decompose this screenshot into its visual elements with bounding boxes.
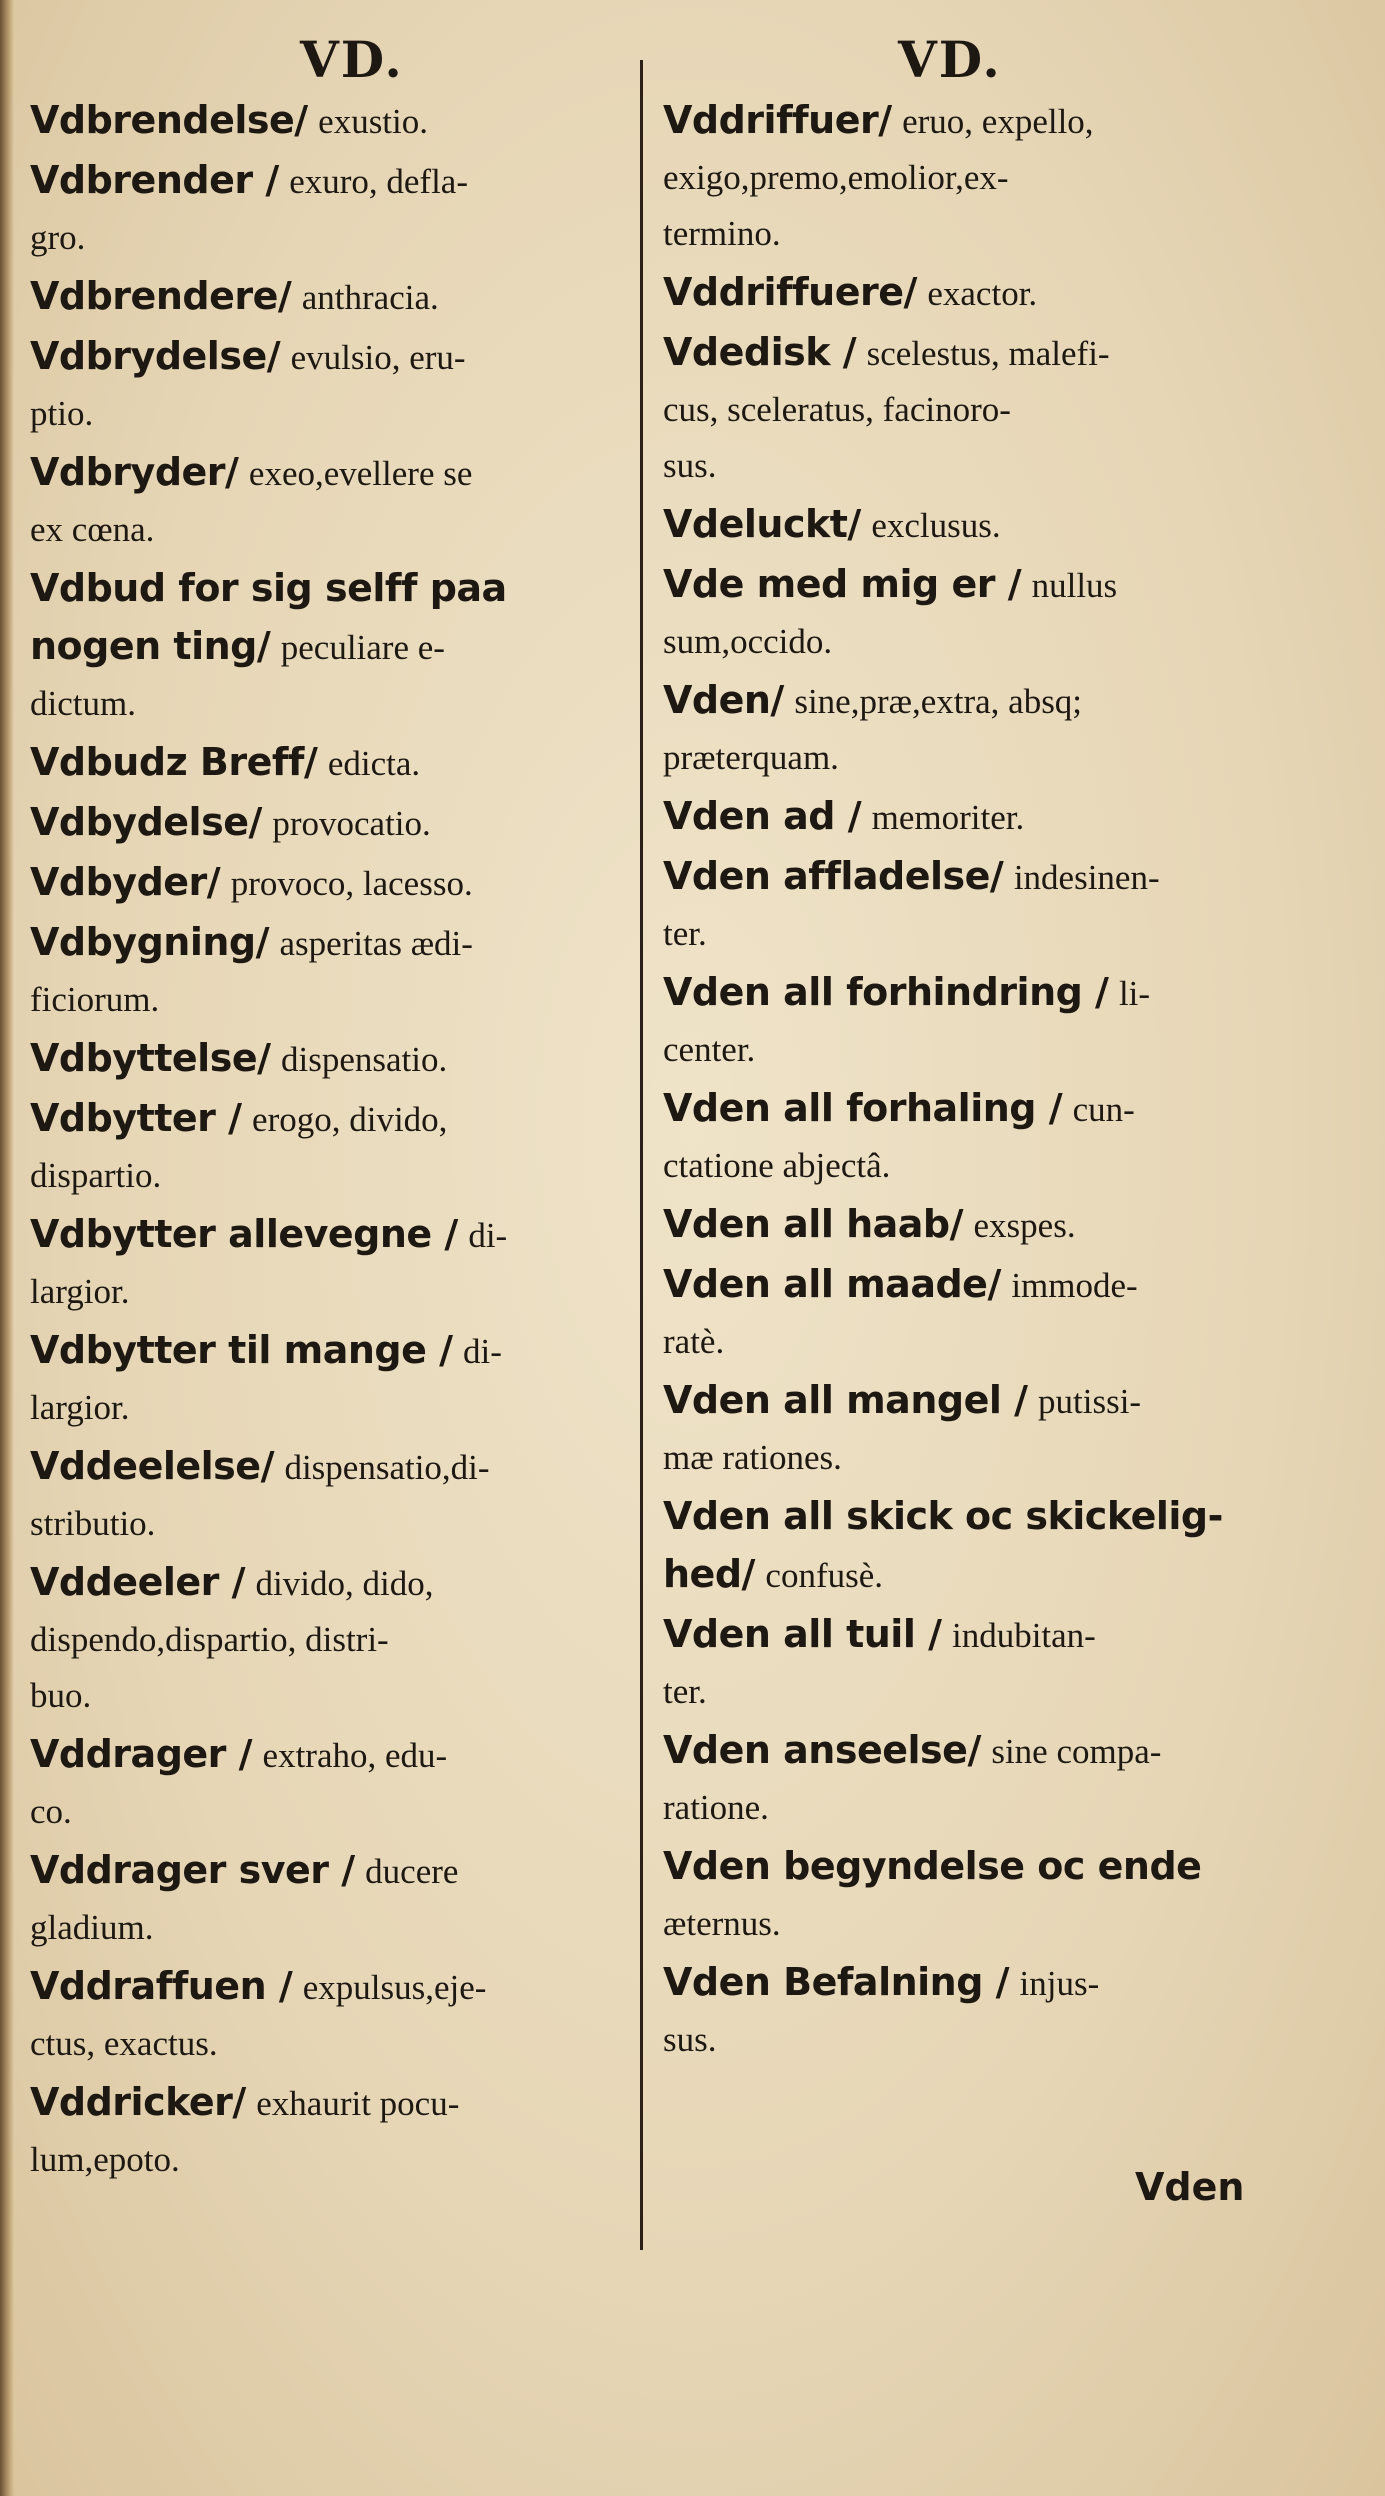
entry-gloss: injus- sus. — [663, 1964, 1100, 2059]
entry-gloss: confusè. — [765, 1556, 884, 1595]
entry-gloss: exspes. — [973, 1206, 1076, 1245]
dictionary-entry — [663, 1080, 1263, 1194]
page-gutter — [0, 0, 14, 2496]
right-entry-list — [663, 92, 1263, 2068]
dictionary-entry — [663, 92, 1263, 262]
entry-gloss: exuro, defla- gro. — [30, 162, 468, 257]
dictionary-entry — [663, 1256, 1263, 1370]
column-rule — [640, 60, 643, 2250]
entry-headword: Vddricker/ — [30, 2080, 246, 2124]
entry-gloss: li- center. — [663, 974, 1151, 1069]
entry-gloss: exeo,evellere se ex cœna. — [30, 454, 473, 549]
entry-gloss: indesinen- ter. — [663, 858, 1160, 953]
dictionary-entry — [30, 1842, 630, 1956]
entry-headword: Vden begyndelse oc ende — [663, 1844, 1202, 1888]
entry-gloss: eruo, expello, exigo,premo,emolior,ex- termino. — [663, 102, 1094, 253]
entry-headword: Vdbrendere/ — [30, 274, 292, 318]
dictionary-entry — [30, 328, 630, 442]
entry-gloss: divido, dido, dispendo,dispartio, distri- buo. — [30, 1564, 434, 1715]
dictionary-entry — [30, 444, 630, 558]
entry-headword: Vddeelelse/ — [30, 1444, 274, 1488]
dictionary-entry — [30, 854, 630, 912]
dictionary-entry — [30, 560, 630, 732]
entry-headword: Vdbydelse/ — [30, 800, 262, 844]
entry-gloss: dispensatio. — [280, 1040, 448, 1079]
right-column — [663, 30, 1263, 2070]
entry-gloss: provocatio. — [272, 804, 431, 843]
dictionary-entry — [30, 1030, 630, 1088]
dictionary-entry — [30, 1090, 630, 1204]
entry-gloss: putissi- mæ rationes. — [663, 1382, 1142, 1477]
entry-headword: Vdbygning/ — [30, 920, 269, 964]
entry-headword: Vden all forhindring / — [663, 970, 1109, 1014]
entry-headword: Vdbytter / — [30, 1096, 242, 1140]
dictionary-entry — [30, 1206, 630, 1320]
dictionary-entry — [30, 1438, 630, 1552]
dictionary-entry — [30, 1958, 630, 2072]
entry-headword: Vdbyder/ — [30, 860, 221, 904]
dictionary-entry — [30, 92, 630, 150]
left-entry-list — [30, 92, 630, 2188]
dictionary-entry — [30, 914, 630, 1028]
entry-gloss: exactor. — [927, 274, 1038, 313]
entry-headword: Vden ad / — [663, 794, 862, 838]
entry-headword: Vdbudz Breff/ — [30, 740, 318, 784]
entry-gloss: exustio. — [318, 102, 429, 141]
dictionary-entry — [30, 734, 630, 792]
dictionary-entry — [663, 1722, 1263, 1836]
entry-gloss: immode- ratè. — [663, 1266, 1138, 1361]
entry-headword: Vdbytter til mange / — [30, 1328, 453, 1372]
entry-headword: Vdbytter allevegne / — [30, 1212, 458, 1256]
entry-headword: Vddrager / — [30, 1732, 253, 1776]
entry-headword: Vdbrydelse/ — [30, 334, 281, 378]
entry-gloss: cun- ctatione abjectâ. — [663, 1090, 1135, 1185]
dictionary-entry — [663, 1372, 1263, 1486]
dictionary-entry — [30, 2074, 630, 2188]
entry-gloss: dispensatio,di- stributio. — [30, 1448, 490, 1543]
catchword: Vden — [1135, 2165, 1245, 2209]
entry-gloss: extraho, edu- co. — [30, 1736, 448, 1831]
dictionary-entry — [663, 672, 1263, 786]
dictionary-entry — [663, 1838, 1263, 1952]
entry-gloss: edicta. — [327, 744, 421, 783]
entry-gloss: peculiare e- dictum. — [30, 628, 445, 723]
entry-gloss: provoco, lacesso. — [230, 864, 473, 903]
entry-gloss: exclusus. — [871, 506, 1001, 545]
entry-gloss: asperitas ædi- ficiorum. — [30, 924, 473, 1019]
entry-headword: Vden all skick oc skickelig- hed/ — [663, 1494, 1223, 1596]
entry-headword: Vddraffuen / — [30, 1964, 293, 2008]
entry-headword: Vden affladelse/ — [663, 854, 1004, 898]
dictionary-entry — [663, 1606, 1263, 1720]
dictionary-entry — [663, 556, 1263, 670]
entry-headword: Vdbrendelse/ — [30, 98, 308, 142]
entry-headword: Vdbyttelse/ — [30, 1036, 271, 1080]
dictionary-entry — [30, 1554, 630, 1724]
entry-gloss: di- largior. — [30, 1216, 508, 1311]
left-column — [30, 30, 630, 2190]
entry-gloss: exhaurit pocu- lum,epoto. — [30, 2084, 460, 2179]
entry-headword: Vdeluckt/ — [663, 502, 861, 546]
entry-headword: Vddeeler / — [30, 1560, 246, 1604]
entry-headword: Vddriffuere/ — [663, 270, 917, 314]
dictionary-entry — [663, 264, 1263, 322]
entry-headword: Vden all tuil / — [663, 1612, 942, 1656]
entry-gloss: ducere gladium. — [30, 1852, 459, 1947]
dictionary-entry — [663, 1196, 1263, 1254]
entry-headword: Vdbud for sig selff paa nogen ting/ — [30, 566, 507, 668]
dictionary-entry — [663, 496, 1263, 554]
entry-gloss: anthracia. — [301, 278, 439, 317]
entry-headword: Vden all mangel / — [663, 1378, 1028, 1422]
dictionary-entry — [663, 1954, 1263, 2068]
dictionary-entry — [663, 848, 1263, 962]
entry-gloss: erogo, divido, dispartio. — [30, 1100, 448, 1195]
entry-headword: Vden all haab/ — [663, 1202, 964, 1246]
entry-headword: Vden all forhaling / — [663, 1086, 1063, 1130]
entry-gloss: nullus sum,occido. — [663, 566, 1118, 661]
dictionary-entry — [663, 964, 1263, 1078]
dictionary-entry — [30, 1322, 630, 1436]
dictionary-entry — [30, 794, 630, 852]
entry-headword: Vde med mig er / — [663, 562, 1022, 606]
entry-headword: Vden anseelse/ — [663, 1728, 981, 1772]
entry-gloss: indubitan- ter. — [663, 1616, 1096, 1711]
entry-headword: Vden all maade/ — [663, 1262, 1001, 1306]
entry-gloss: di- largior. — [30, 1332, 502, 1427]
entry-headword: Vdbryder/ — [30, 450, 239, 494]
dictionary-entry — [30, 152, 630, 266]
entry-gloss: æternus. — [663, 1904, 781, 1943]
running-head-left: VD. — [300, 30, 404, 89]
entry-gloss: sine compa- ratione. — [663, 1732, 1162, 1827]
dictionary-entry — [663, 324, 1263, 494]
dictionary-entry — [30, 268, 630, 326]
entry-gloss: scelestus, malefi- cus, sceleratus, facinoro- sus. — [663, 334, 1110, 485]
entry-headword: Vddriffuer/ — [663, 98, 892, 142]
entry-gloss: evulsio, eru- ptio. — [30, 338, 466, 433]
entry-headword: Vddrager sver / — [30, 1848, 355, 1892]
entry-gloss: sine,præ,extra, absq; præterquam. — [663, 682, 1083, 777]
entry-headword: Vdbrender / — [30, 158, 279, 202]
entry-headword: Vden/ — [663, 678, 784, 722]
dictionary-entry — [663, 788, 1263, 846]
entry-gloss: expulsus,eje- ctus, exactus. — [30, 1968, 487, 2063]
entry-gloss: memoriter. — [871, 798, 1025, 837]
entry-headword: Vden Befalning / — [663, 1960, 1010, 2004]
dictionary-entry — [663, 1488, 1263, 1604]
entry-headword: Vdedisk / — [663, 330, 857, 374]
running-head-right: VD. — [898, 30, 1002, 89]
dictionary-entry — [30, 1726, 630, 1840]
